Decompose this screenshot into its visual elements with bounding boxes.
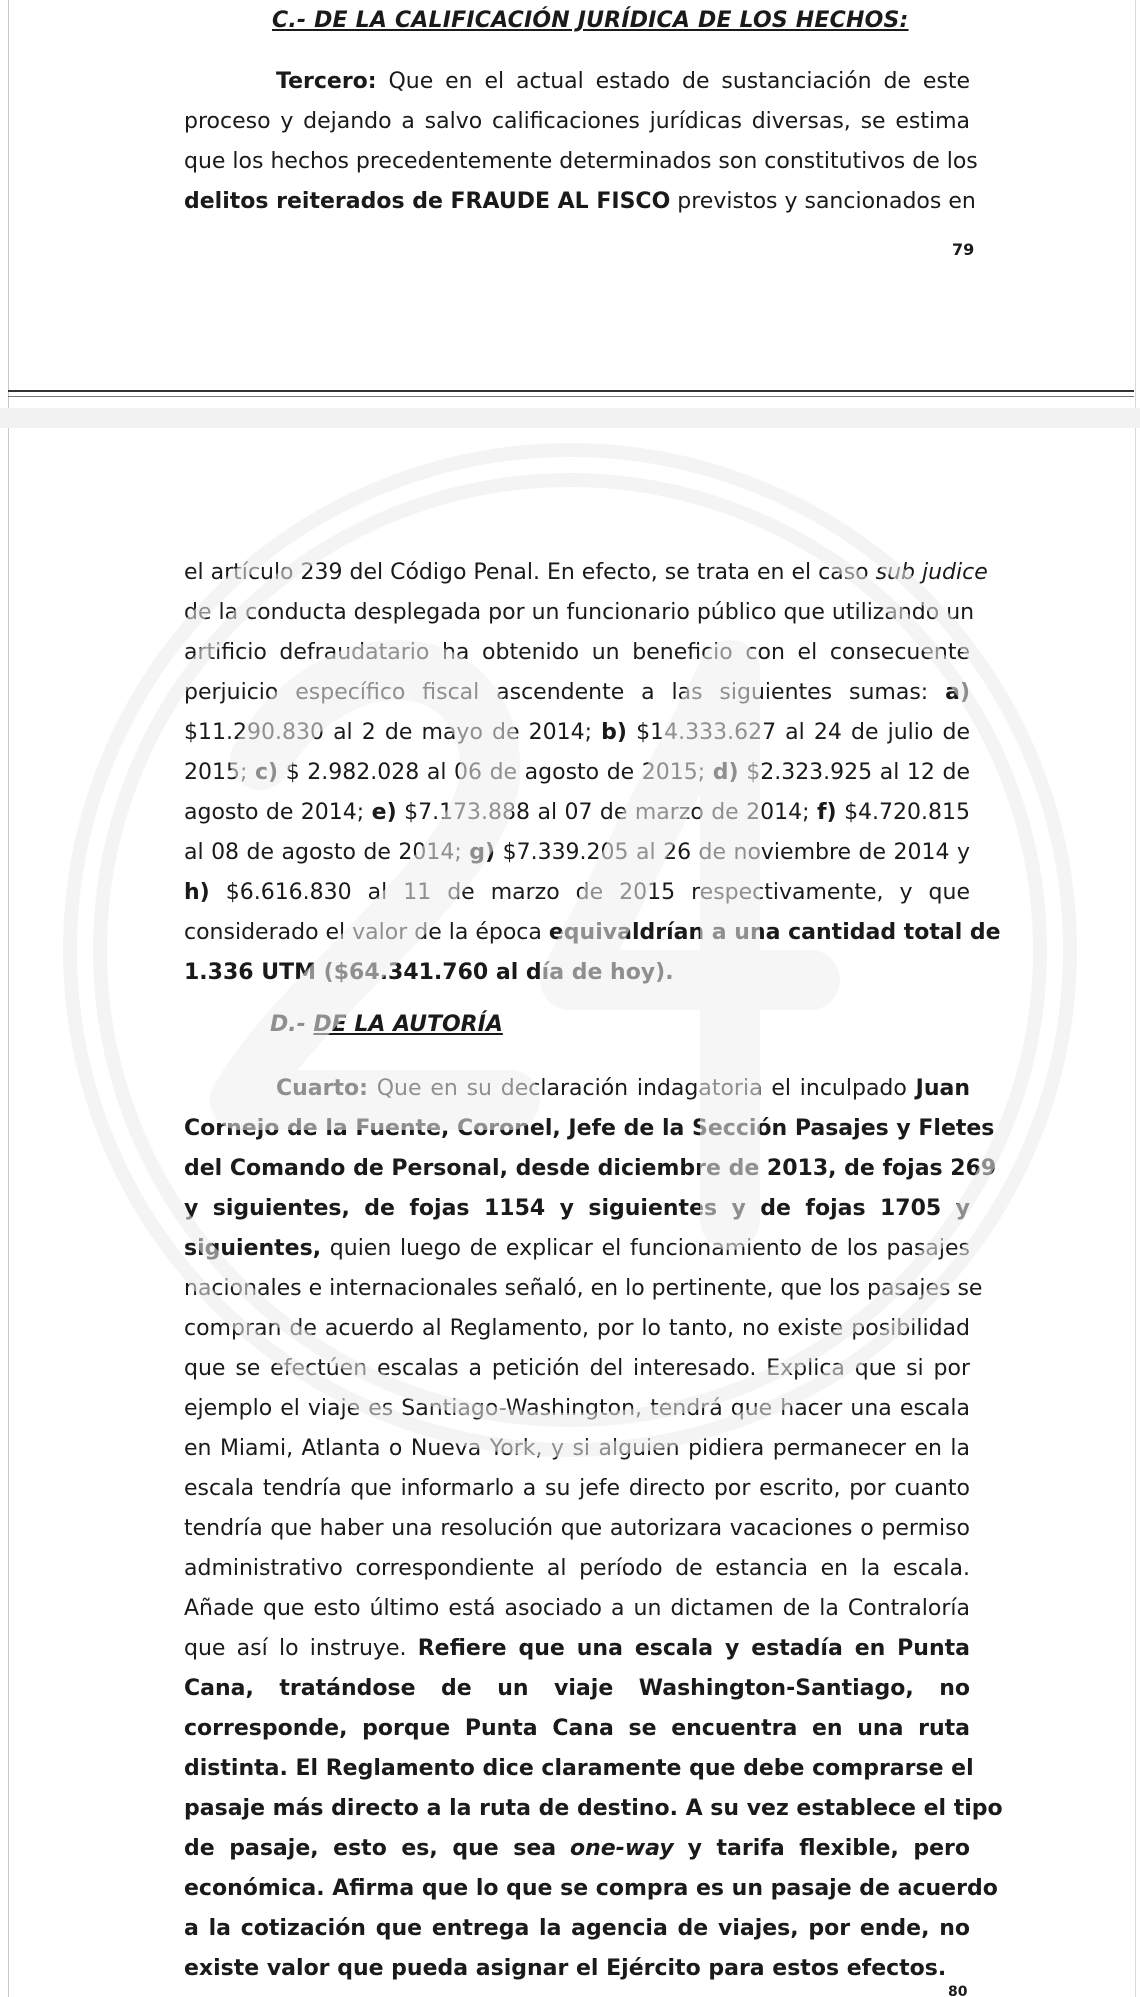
text-line: nacionales e internacionales señaló, en lo pertinente, que los pasajes se bbox=[184, 1276, 983, 1301]
page-gap bbox=[0, 408, 1140, 428]
section-c-heading: C.- DE LA CALIFICACIÓN JURÍDICA DE LOS HECHOS: bbox=[272, 8, 909, 33]
text-line: existe valor que pueda asignar el Ejército para estos efectos. bbox=[184, 1956, 947, 1981]
text-line: Cana, tratándose de un viaje Washington-Santiago, no bbox=[184, 1676, 970, 1701]
text-line: 1.336 UTM ($64.341.760 al día de hoy). bbox=[184, 960, 674, 985]
text-line: ejemplo el viaje es Santiago-Washington, tendrá que hacer una escala bbox=[184, 1396, 970, 1421]
text-line: compran de acuerdo al Reglamento, por lo tanto, no existe posibilidad bbox=[184, 1316, 970, 1341]
text-line: en Miami, Atlanta o Nueva York, y si alguien pidiera permanecer en la bbox=[184, 1436, 970, 1461]
text-line: económica. Afirma que lo que se compra es un pasaje de acuerdo bbox=[184, 1876, 998, 1901]
bold-phrase: delitos reiterados de FRAUDE AL FISCO bbox=[184, 189, 671, 214]
text-line: administrativo correspondiente al período de estancia en la escala. bbox=[184, 1556, 970, 1581]
text-line: que así lo instruye. Refiere que una escala y estadía en Punta bbox=[184, 1636, 970, 1661]
text-line: que se efectúen escalas a petición del interesado. Explica que si por bbox=[184, 1356, 970, 1381]
page-divider bbox=[8, 390, 1134, 392]
text-line: al 08 de agosto de 2014; g) $7.339.205 al 26 de noviembre de 2014 y bbox=[184, 840, 970, 865]
cuarto-label: Cuarto: bbox=[276, 1076, 368, 1101]
text-line: a la cotización que entrega la agencia de viajes, por ende, no bbox=[184, 1916, 970, 1941]
page-divider-thin bbox=[8, 396, 1134, 397]
text-line: escala tendría que informarlo a su jefe directo por escrito, por cuanto bbox=[184, 1476, 970, 1501]
tercero-paragraph bbox=[184, 62, 978, 222]
tercero-label: Tercero: bbox=[276, 69, 377, 94]
text-line: de pasaje, esto es, que sea one-way y tarifa flexible, pero bbox=[184, 1836, 971, 1861]
text-line: que los hechos precedentemente determinados son constitutivos de los bbox=[184, 149, 978, 174]
text-line: Cornejo de la Fuente, Coronel, Jefe de la Sección Pasajes y Fletes bbox=[184, 1116, 995, 1141]
text-line: pasaje más directo a la ruta de destino. A su vez establece el tipo bbox=[184, 1796, 1003, 1821]
text-line: el artículo 239 del Código Penal. En efecto, se trata en el caso sub judice bbox=[184, 560, 988, 585]
text-line: siguientes, quien luego de explicar el funcionamiento de los pasajes bbox=[184, 1236, 970, 1261]
text-line: $11.290.830 al 2 de mayo de 2014; b) $14.333.627 al 24 de julio de bbox=[184, 720, 970, 745]
text-line: del Comando de Personal, desde diciembre de 2013, de fojas 269 bbox=[184, 1156, 997, 1181]
text-line: Añade que esto último está asociado a un dictamen de la Contraloría bbox=[184, 1596, 970, 1621]
text-line: considerado el valor de la época equivaldrían a una cantidad total de bbox=[184, 920, 1001, 945]
page-number-79: 79 bbox=[952, 240, 975, 259]
text-line: Cuarto: Que en su declaración indagatoria el inculpado Juan bbox=[276, 1076, 970, 1101]
text-line: de la conducta desplegada por un funcionario público que utilizando un bbox=[184, 600, 975, 625]
text-line: perjuicio específico fiscal ascendente a las siguientes sumas: a) bbox=[184, 680, 970, 705]
text-line: 2015; c) $ 2.982.028 al 06 de agosto de 2015; d) $2.323.925 al 12 de bbox=[184, 760, 971, 785]
page-number-80: 80 bbox=[948, 1984, 968, 1997]
text-line: delitos reiterados de FRAUDE AL FISCO previstos y sancionados en bbox=[184, 189, 976, 214]
text-line: corresponde, porque Punta Cana se encuentra en una ruta bbox=[184, 1716, 970, 1741]
text-line: proceso y dejando a salvo calificaciones jurídicas diversas, se estima bbox=[184, 109, 970, 134]
text-line: h) $6.616.830 al 11 de marzo de 2015 respectivamente, y que bbox=[184, 880, 970, 905]
text-line: Tercero: Que en el actual estado de sustanciación de este bbox=[276, 69, 970, 94]
cuarto-paragraph bbox=[184, 1069, 1003, 1989]
text-line: y siguientes, de fojas 1154 y siguientes y de fojas 1705 y bbox=[184, 1196, 970, 1221]
continuation-paragraph bbox=[184, 553, 1001, 993]
text-line: artificio defraudatario ha obtenido un beneficio con el consecuente bbox=[184, 640, 970, 665]
text-line: agosto de 2014; e) $7.173.888 al 07 de marzo de 2014; f) $4.720.815 bbox=[184, 800, 971, 825]
text-line: distinta. El Reglamento dice claramente que debe comprarse el bbox=[184, 1756, 974, 1781]
text-line: tendría que haber una resolución que autorizara vacaciones o permiso bbox=[184, 1516, 970, 1541]
section-d-heading: D.- DE LA AUTORÍA bbox=[270, 1012, 503, 1037]
